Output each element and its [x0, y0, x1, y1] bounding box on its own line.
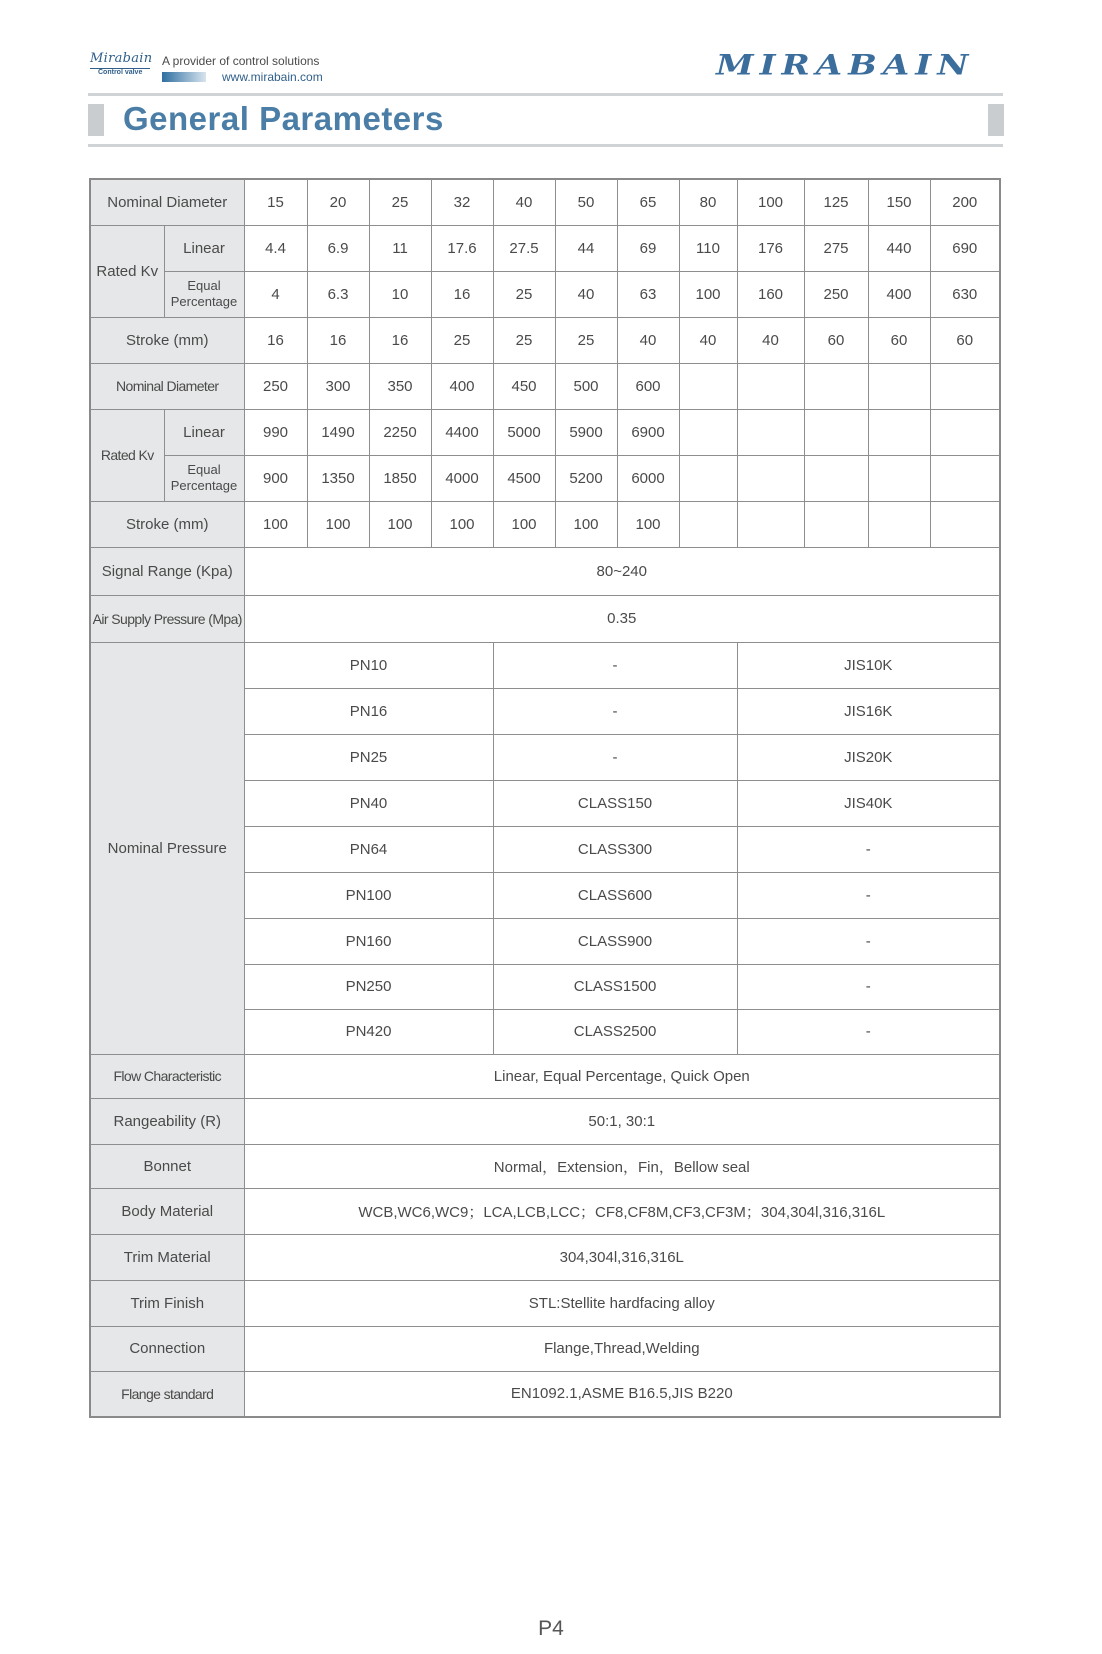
linear-kv-cell: 6.9: [307, 225, 369, 271]
empty-cell: [737, 455, 804, 501]
diameter-cell: 500: [555, 363, 617, 409]
diameter-cell: 450: [493, 363, 555, 409]
table-row: [90, 317, 1000, 363]
equal-kv-cell: 630: [930, 271, 1000, 317]
table-row: [90, 225, 1000, 271]
stroke-cell: 100: [555, 501, 617, 547]
bonnet-value: Normal，Extension，Fin，Bellow seal: [244, 1144, 1000, 1188]
diameter-cell: 20: [307, 179, 369, 225]
linear-kv-cell: 6900: [617, 409, 679, 455]
pn-cell: PN160: [244, 918, 493, 964]
jis-cell: -: [737, 872, 1000, 918]
equal-percentage-label: Equal Percentage: [164, 271, 244, 317]
rated-kv-label: Rated Kv: [90, 409, 164, 501]
equal-kv-cell: 250: [804, 271, 868, 317]
empty-cell: [679, 363, 737, 409]
stroke-cell: 100: [493, 501, 555, 547]
equal-kv-cell: 400: [868, 271, 930, 317]
linear-kv-cell: 275: [804, 225, 868, 271]
linear-kv-cell: 2250: [369, 409, 431, 455]
empty-cell: [804, 409, 868, 455]
empty-cell: [930, 501, 1000, 547]
diameter-cell: 40: [493, 179, 555, 225]
ansi-class-cell: CLASS1500: [493, 964, 737, 1009]
table-row: [90, 595, 1000, 642]
jis-cell: JIS16K: [737, 688, 1000, 734]
diameter-cell: 400: [431, 363, 493, 409]
table-row: [90, 547, 1000, 595]
equal-kv-cell: 4: [244, 271, 307, 317]
jis-cell: JIS20K: [737, 734, 1000, 780]
table-row: [90, 363, 1000, 409]
table-row: [90, 1188, 1000, 1234]
stroke-cell: 40: [737, 317, 804, 363]
stroke-cell: 100: [369, 501, 431, 547]
flange-standard-value: EN1092.1,ASME B16.5,JIS B220: [244, 1371, 1000, 1417]
stroke-cell: 60: [930, 317, 1000, 363]
linear-kv-cell: 440: [868, 225, 930, 271]
connection-label: Connection: [90, 1326, 244, 1371]
stroke-label: Stroke (mm): [90, 501, 244, 547]
stroke-cell: 100: [307, 501, 369, 547]
equal-kv-cell: 6000: [617, 455, 679, 501]
signal-range-label: Signal Range (Kpa): [90, 547, 244, 595]
linear-kv-cell: 110: [679, 225, 737, 271]
table-row: [90, 1280, 1000, 1326]
jis-cell: -: [737, 826, 1000, 872]
website-url: www.mirabain.com: [222, 70, 323, 84]
ansi-class-cell: -: [493, 642, 737, 688]
empty-cell: [679, 409, 737, 455]
signal-range-value: 80~240: [244, 547, 1000, 595]
rangeability-label: Rangeability (R): [90, 1098, 244, 1144]
rangeability-value: 50:1, 30:1: [244, 1098, 1000, 1144]
stroke-cell: 40: [617, 317, 679, 363]
linear-kv-cell: 69: [617, 225, 679, 271]
table-row: [90, 455, 1000, 501]
connection-value: Flange,Thread,Welding: [244, 1326, 1000, 1371]
table-row: [90, 271, 1000, 317]
nominal-pressure-label: Nominal Pressure: [90, 642, 244, 1054]
jis-cell: JIS10K: [737, 642, 1000, 688]
diameter-cell: 15: [244, 179, 307, 225]
stroke-label: Stroke (mm): [90, 317, 244, 363]
empty-cell: [868, 455, 930, 501]
tagline: A provider of control solutions: [162, 54, 320, 68]
linear-kv-cell: 690: [930, 225, 1000, 271]
diameter-cell: 25: [369, 179, 431, 225]
brand-logo-small-text: Mirabain: [90, 51, 153, 66]
ansi-class-cell: CLASS900: [493, 918, 737, 964]
empty-cell: [804, 455, 868, 501]
ansi-class-cell: CLASS300: [493, 826, 737, 872]
linear-kv-cell: 4400: [431, 409, 493, 455]
empty-cell: [737, 363, 804, 409]
diameter-cell: 100: [737, 179, 804, 225]
jis-cell: JIS40K: [737, 780, 1000, 826]
equal-kv-cell: 1850: [369, 455, 431, 501]
stroke-cell: 100: [244, 501, 307, 547]
empty-cell: [679, 455, 737, 501]
linear-kv-cell: 4.4: [244, 225, 307, 271]
stroke-cell: 100: [617, 501, 679, 547]
pn-cell: PN64: [244, 826, 493, 872]
page-title: General Parameters: [123, 100, 444, 137]
pn-cell: PN10: [244, 642, 493, 688]
table-row: [90, 179, 1000, 225]
pn-cell: PN420: [244, 1009, 493, 1054]
empty-cell: [737, 409, 804, 455]
jis-cell: -: [737, 918, 1000, 964]
table-row: [90, 1144, 1000, 1188]
stroke-cell: 100: [431, 501, 493, 547]
general-parameters-table: [89, 178, 1001, 1418]
brand-logo-small: [90, 52, 152, 82]
linear-kv-cell: 1490: [307, 409, 369, 455]
stroke-cell: 60: [804, 317, 868, 363]
equal-kv-cell: 900: [244, 455, 307, 501]
equal-kv-cell: 5200: [555, 455, 617, 501]
ansi-class-cell: -: [493, 734, 737, 780]
diameter-cell: 200: [930, 179, 1000, 225]
trim-material-value: 304,304l,316,316L: [244, 1234, 1000, 1280]
equal-kv-cell: 40: [555, 271, 617, 317]
pn-cell: PN40: [244, 780, 493, 826]
equal-kv-cell: 1350: [307, 455, 369, 501]
diameter-cell: 65: [617, 179, 679, 225]
table-row: [90, 642, 1000, 688]
title-accent-right: [988, 104, 1004, 136]
empty-cell: [868, 363, 930, 409]
flow-characteristic-value: Linear, Equal Percentage, Quick Open: [244, 1054, 1000, 1098]
pn-cell: PN250: [244, 964, 493, 1009]
bonnet-label: Bonnet: [90, 1144, 244, 1188]
diameter-cell: 32: [431, 179, 493, 225]
jis-cell: -: [737, 1009, 1000, 1054]
table-row: [90, 1098, 1000, 1144]
stroke-cell: 40: [679, 317, 737, 363]
empty-cell: [868, 409, 930, 455]
trim-finish-value: STL:Stellite hardfacing alloy: [244, 1280, 1000, 1326]
trim-finish-label: Trim Finish: [90, 1280, 244, 1326]
jis-cell: -: [737, 964, 1000, 1009]
diameter-cell: 300: [307, 363, 369, 409]
empty-cell: [930, 455, 1000, 501]
title-divider: [88, 144, 1003, 147]
empty-cell: [930, 409, 1000, 455]
linear-kv-cell: 44: [555, 225, 617, 271]
linear-kv-cell: 5900: [555, 409, 617, 455]
linear-kv-cell: 27.5: [493, 225, 555, 271]
tagline-gradient-bar: [162, 72, 206, 82]
linear-kv-cell: 11: [369, 225, 431, 271]
brand-logo-large: [716, 50, 1002, 90]
header-divider: [88, 93, 1003, 96]
linear-label: Linear: [164, 225, 244, 271]
pn-cell: PN16: [244, 688, 493, 734]
equal-kv-cell: 100: [679, 271, 737, 317]
linear-label: Linear: [164, 409, 244, 455]
stroke-cell: 25: [431, 317, 493, 363]
equal-kv-cell: 63: [617, 271, 679, 317]
table-row: [90, 1054, 1000, 1098]
pn-cell: PN25: [244, 734, 493, 780]
linear-kv-cell: 5000: [493, 409, 555, 455]
table-row: [90, 409, 1000, 455]
rated-kv-label: Rated Kv: [90, 225, 164, 317]
brand-logo-small-subtitle: Control valve: [90, 68, 150, 76]
brand-logo-large-text: MIRABAIN: [716, 49, 975, 82]
diameter-cell: 250: [244, 363, 307, 409]
diameter-cell: 150: [868, 179, 930, 225]
equal-kv-cell: 16: [431, 271, 493, 317]
table-row: [90, 1371, 1000, 1417]
linear-kv-cell: 17.6: [431, 225, 493, 271]
table-row: [90, 1234, 1000, 1280]
empty-cell: [737, 501, 804, 547]
equal-kv-cell: 6.3: [307, 271, 369, 317]
air-supply-label: Air Supply Pressure (Mpa): [90, 595, 244, 642]
empty-cell: [804, 363, 868, 409]
diameter-cell: 600: [617, 363, 679, 409]
diameter-cell: 80: [679, 179, 737, 225]
diameter-cell: 50: [555, 179, 617, 225]
body-material-value: WCB,WC6,WC9；LCA,LCB,LCC；CF8,CF8M,CF3,CF3M；304,304l,316,316L: [244, 1188, 1000, 1234]
ansi-class-cell: CLASS2500: [493, 1009, 737, 1054]
diameter-cell: 350: [369, 363, 431, 409]
flow-characteristic-label: Flow Characteristic: [90, 1054, 244, 1098]
page-number: P4: [538, 1617, 564, 1640]
stroke-cell: 60: [868, 317, 930, 363]
empty-cell: [868, 501, 930, 547]
stroke-cell: 16: [307, 317, 369, 363]
equal-kv-cell: 160: [737, 271, 804, 317]
ansi-class-cell: CLASS150: [493, 780, 737, 826]
body-material-label: Body Material: [90, 1188, 244, 1234]
empty-cell: [679, 501, 737, 547]
diameter-cell: 125: [804, 179, 868, 225]
table-row: [90, 1326, 1000, 1371]
stroke-cell: 16: [244, 317, 307, 363]
stroke-cell: 25: [493, 317, 555, 363]
equal-kv-cell: 4500: [493, 455, 555, 501]
stroke-cell: 25: [555, 317, 617, 363]
stroke-cell: 16: [369, 317, 431, 363]
nominal-diameter-label: Nominal Diameter: [90, 363, 244, 409]
pn-cell: PN100: [244, 872, 493, 918]
flange-standard-label: Flange standard: [90, 1371, 244, 1417]
title-accent-left: [88, 104, 104, 136]
trim-material-label: Trim Material: [90, 1234, 244, 1280]
nominal-diameter-label: Nominal Diameter: [90, 179, 244, 225]
ansi-class-cell: -: [493, 688, 737, 734]
equal-kv-cell: 25: [493, 271, 555, 317]
empty-cell: [804, 501, 868, 547]
linear-kv-cell: 176: [737, 225, 804, 271]
empty-cell: [930, 363, 1000, 409]
linear-kv-cell: 990: [244, 409, 307, 455]
equal-kv-cell: 4000: [431, 455, 493, 501]
table-row: [90, 501, 1000, 547]
air-supply-value: 0.35: [244, 595, 1000, 642]
equal-percentage-label: Equal Percentage: [164, 455, 244, 501]
ansi-class-cell: CLASS600: [493, 872, 737, 918]
equal-kv-cell: 10: [369, 271, 431, 317]
